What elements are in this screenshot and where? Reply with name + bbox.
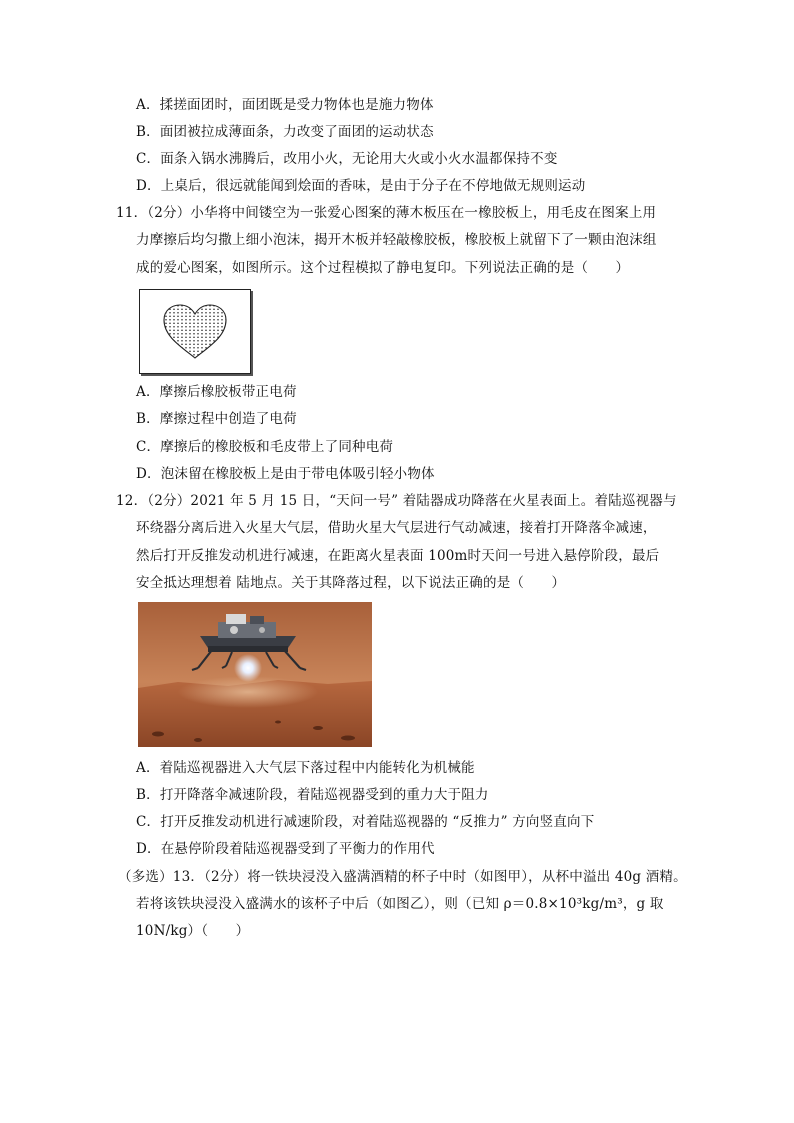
q12-stem-line: 安全抵达理想着 陆地点。关于其降落过程，以下说法正确的是（ ） (136, 575, 566, 591)
q10-option-b: B．面团被拉成薄面条，力改变了面团的运动状态 (136, 124, 434, 140)
q11-option-b: B．摩擦过程中创造了电荷 (136, 411, 297, 427)
q11-stem-line: 11．（2分）小华将中间镂空为一张爱心图案的薄木板压在一橡胶板上，用毛皮在图案上用 (116, 205, 657, 221)
q13-stem-line: 10N/kg）（ ） (136, 923, 250, 939)
mars-lander-photo (138, 602, 372, 747)
q11-option-d: D．泡沫留在橡胶板上是由于带电体吸引轻小物体 (136, 466, 435, 482)
q12-option-c: C．打开反推发动机进行减速阶段，对着陆巡视器的 “反推力” 方向竖直向下 (136, 814, 595, 830)
heart-foam-icon (140, 290, 250, 373)
q10-option-c: C．面条入锅水沸腾后，改用小火，无论用大火或小火水温都保持不变 (136, 151, 558, 167)
q11-stem-line: 力摩擦后均匀撒上细小泡沫，揭开木板并轻敲橡胶板，橡胶板上就留下了一颗由泡沫组 (136, 232, 657, 248)
q13-stem-line: 若将该铁块浸没入盛满水的该杯子中后（如图乙），则（已知 ρ＝0.8×10³kg/m³，g 取 (136, 896, 664, 912)
q11-option-c: C．摩擦后的橡胶板和毛皮带上了同种电荷 (136, 439, 394, 455)
q12-option-a: A．着陆巡视器进入大气层下落过程中内能转化为机械能 (136, 760, 475, 776)
q12-option-b: B．打开降落伞减速阶段，着陆巡视器受到的重力大于阻力 (136, 787, 489, 803)
q12-option-d: D．在悬停阶段着陆巡视器受到了平衡力的作用代 (136, 841, 435, 857)
mars-lander-icon (138, 602, 372, 747)
q10-option-a: A．揉搓面团时，面团既是受力物体也是施力物体 (136, 97, 434, 113)
q13-stem-line: （多选）13．（2分）将一铁块浸没入盛满酒精的杯子中时（如图甲），从杯中溢出 40g 酒精。 (118, 869, 687, 885)
q12-stem-line: 12．（2分）2021 年 5 月 15 日，“天问一号” 着陆器成功降落在火星表面上。着陆巡视器与 (116, 493, 677, 509)
q12-stem-line: 环绕器分离后进入火星大气层，借助火星大气层进行气动减速，接着打开降落伞减速， (136, 520, 657, 536)
q11-stem-line: 成的爱心图案，如图所示。这个过程模拟了静电复印。下列说法正确的是（ ） (136, 260, 630, 276)
q10-option-d: D．上桌后，很远就能闻到烩面的香味，是由于分子在不停地做无规则运动 (136, 178, 586, 194)
q11-option-a: A．摩擦后橡胶板带正电荷 (136, 384, 297, 400)
q12-stem-line: 然后打开反推发动机进行减速，在距离火星表面 100m时天问一号进入悬停阶段，最后 (136, 548, 660, 564)
heart-figure (139, 289, 251, 374)
